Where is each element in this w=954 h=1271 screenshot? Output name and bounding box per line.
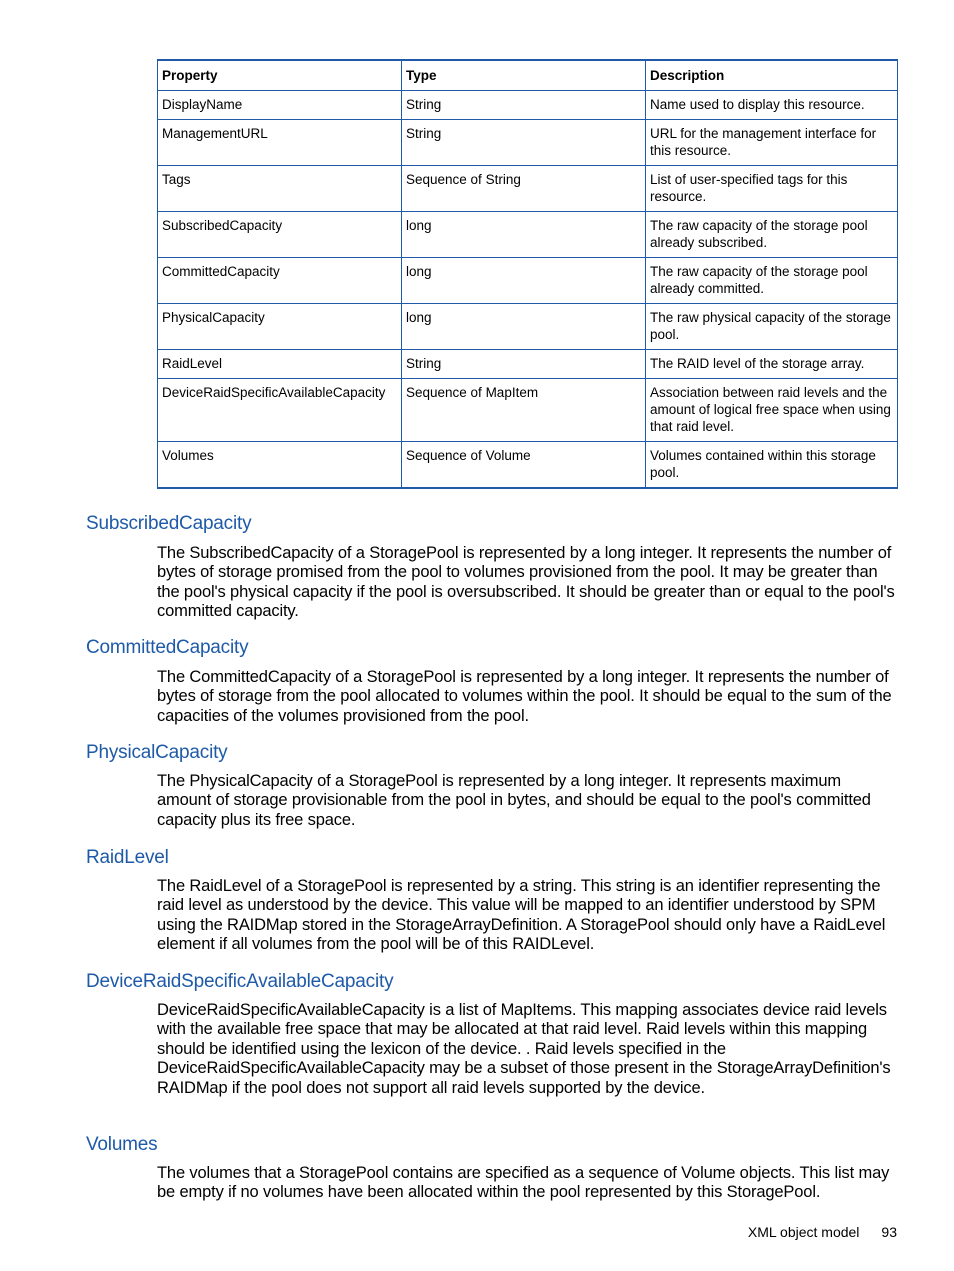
body-committed-capacity: The CommittedCapacity of a StoragePool is represented by a long integer. It represents the number of bytes of storage from the pool allocated to volumes within the pool. It should be equal to the sum of the capacities of the volumes provisioned from the pool. [157,668,892,725]
heading-raid-level: RaidLevel [86,847,169,868]
table-header-row [158,60,898,91]
cell-property: Volumes [158,442,402,489]
cell-property: SubscribedCapacity [158,212,402,258]
footer-title: XML object model [747,1224,860,1240]
table-row [158,166,898,212]
cell-type: Sequence of MapItem [402,379,646,442]
cell-type: Sequence of String [402,166,646,212]
column-header-property: Property [158,60,402,91]
cell-type: String [402,91,646,120]
cell-property: PhysicalCapacity [158,304,402,350]
cell-type: long [402,258,646,304]
body-raid-level: The RaidLevel of a StoragePool is represented by a string. This string is an identifier representing the raid level as understood by the device. This value will be mapped to an identifier understood by SPM using the RAIDMap stored in the StorageArrayDefinition. A StoragePool should only have a RaidLevel element if all volumes from the pool will be of this RAIDLevel. [157,877,886,954]
cell-property: ManagementURL [158,120,402,166]
cell-type: String [402,120,646,166]
body-physical-capacity: The PhysicalCapacity of a StoragePool is represented by a long integer. It represents maximum amount of storage provisionable from the pool in bytes, and should be equal to the pool's committed capacity plus its free space. [157,772,871,829]
body-device-raid-specific-available-capacity: DeviceRaidSpecificAvailableCapacity is a list of MapItems. This mapping associates device raid levels with the available free space that may be allocated at that raid level. Raid levels within this mapping should be identified using the lexicon of the device. . Raid levels specified in the DeviceRaidSpecificAvailableCapacity may be a subset of those present in the StorageArrayDefinition's RAIDMap if the pool does not support all raid levels supported by the device. [157,1001,891,1097]
page-number: 93 [881,1224,897,1240]
cell-description: Name used to display this resource. [646,91,898,120]
cell-type: long [402,304,646,350]
heading-committed-capacity: CommittedCapacity [86,637,249,658]
table-row [158,350,898,379]
cell-description: Association between raid levels and the amount of logical free space when using that raid level. [646,379,898,442]
table-row [158,304,898,350]
table-row [158,120,898,166]
heading-physical-capacity: PhysicalCapacity [86,742,228,763]
cell-property: Tags [158,166,402,212]
cell-property: RaidLevel [158,350,402,379]
cell-type: Sequence of Volume [402,442,646,489]
column-header-description: Description [646,60,898,91]
cell-description: The raw capacity of the storage pool already committed. [646,258,898,304]
cell-description: The RAID level of the storage array. [646,350,898,379]
body-volumes: The volumes that a StoragePool contains are specified as a sequence of Volume objects. This list may be empty if no volumes have been allocated within the pool represented by this StoragePool. [157,1164,890,1202]
table-row [158,91,898,120]
cell-property: CommittedCapacity [158,258,402,304]
cell-property: DeviceRaidSpecificAvailableCapacity [158,379,402,442]
table-row [158,379,898,442]
page-footer [748,1223,897,1241]
cell-property: DisplayName [158,91,402,120]
body-subscribed-capacity: The SubscribedCapacity of a StoragePool is represented by a long integer. It represents the number of bytes of storage promised from the pool to volumes provisioned from the pool. It may be greater than the pool's physical capacity if the pool is oversubscribed. It should be greater than or equal to the pool's committed capacity. [157,544,895,621]
heading-device-raid-specific-available-capacity: DeviceRaidSpecificAvailableCapacity [86,971,394,992]
table-row [158,212,898,258]
heading-subscribed-capacity: SubscribedCapacity [86,513,252,534]
property-table [157,59,898,489]
cell-description: Volumes contained within this storage pool. [646,442,898,489]
cell-description: URL for the management interface for this resource. [646,120,898,166]
cell-description: The raw physical capacity of the storage pool. [646,304,898,350]
heading-volumes: Volumes [86,1134,158,1155]
cell-type: String [402,350,646,379]
cell-type: long [402,212,646,258]
cell-description: The raw capacity of the storage pool already subscribed. [646,212,898,258]
table-row [158,442,898,489]
cell-description: List of user-specified tags for this resource. [646,166,898,212]
column-header-type: Type [402,60,646,91]
table-row [158,258,898,304]
